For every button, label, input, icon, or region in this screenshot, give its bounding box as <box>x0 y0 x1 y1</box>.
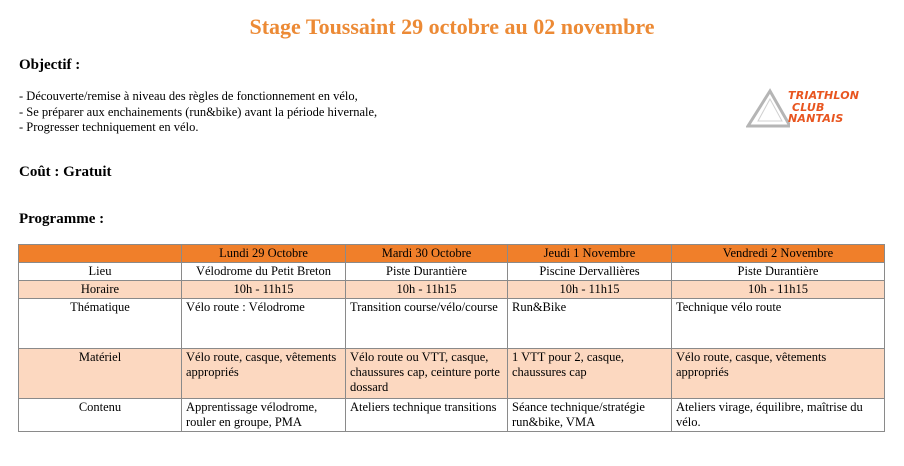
table-cell: Technique vélo route <box>672 299 885 349</box>
table-cell: Vélo route, casque, vêtements appropriés <box>182 349 346 399</box>
objectif-item: - Découverte/remise à niveau des règles de fonctionnement en vélo, <box>19 89 358 103</box>
table-cell: 10h - 11h15 <box>346 281 508 299</box>
table-cell: Vélodrome du Petit Breton <box>182 263 346 281</box>
table-cell: 10h - 11h15 <box>508 281 672 299</box>
table-header-cell: Jeudi 1 Novembre <box>508 245 672 263</box>
page-title: Stage Toussaint 29 octobre au 02 novembre <box>249 14 655 39</box>
table-cell: Vélo route : Vélodrome <box>182 299 346 349</box>
row-label: Lieu <box>19 263 182 281</box>
table-cell: Run&Bike <box>508 299 672 349</box>
logo-line: NANTAIS <box>788 112 844 125</box>
programme-heading: Programme : <box>19 211 105 227</box>
table-row <box>19 281 885 299</box>
table-cell: Séance technique/stratégie run&bike, VMA <box>508 399 672 432</box>
table-cell: Vélo route, casque, vêtements appropriés <box>672 349 885 399</box>
table-header-cell <box>19 245 182 263</box>
objectif-heading: Objectif : <box>19 57 81 73</box>
table-cell: Piste Durantière <box>672 263 885 281</box>
table-cell: Apprentissage vélodrome, rouler en groupe, PMA <box>182 399 346 432</box>
table-header-row <box>19 245 885 263</box>
table-cell: 10h - 11h15 <box>672 281 885 299</box>
cout-heading: Coût : Gratuit <box>19 164 112 180</box>
objectif-list <box>19 89 377 136</box>
table-cell: Piste Durantière <box>346 263 508 281</box>
logo-line: CLUB <box>792 100 825 114</box>
table-row <box>19 399 885 432</box>
table-cell: 1 VTT pour 2, casque, chaussures cap <box>508 349 672 399</box>
table-cell: Ateliers virage, équilibre, maîtrise du vélo. <box>672 399 885 432</box>
logo-wordmark <box>788 90 859 125</box>
table-row <box>19 299 885 349</box>
triangle-logo-icon <box>746 88 790 128</box>
objectif-item: - Se préparer aux enchainements (run&bike) avant la période hivernale, <box>19 104 378 119</box>
table-row <box>19 349 885 399</box>
club-logo <box>746 88 878 128</box>
table-header-cell: Lundi 29 Octobre <box>182 245 346 263</box>
row-label: Horaire <box>19 281 182 299</box>
table-cell: Transition course/vélo/course <box>346 299 508 349</box>
table-header-cell: Vendredi 2 Novembre <box>672 245 885 263</box>
row-label: Thématique <box>19 299 182 349</box>
table-cell: 10h - 11h15 <box>182 281 346 299</box>
programme-table <box>18 244 885 432</box>
logo-line: TRIATHLON <box>788 89 860 102</box>
table-cell: Ateliers technique transitions <box>346 399 508 432</box>
table-cell: Vélo route ou VTT, casque, chaussures cap, ceinture porte dossard <box>346 349 508 399</box>
table-header-cell: Mardi 30 Octobre <box>346 245 508 263</box>
table-cell: Piscine Dervallières <box>508 263 672 281</box>
row-label: Contenu <box>19 399 182 432</box>
objectif-item: - Progresser techniquement en vélo. <box>19 120 199 134</box>
table-row <box>19 263 885 281</box>
row-label: Matériel <box>19 349 182 399</box>
